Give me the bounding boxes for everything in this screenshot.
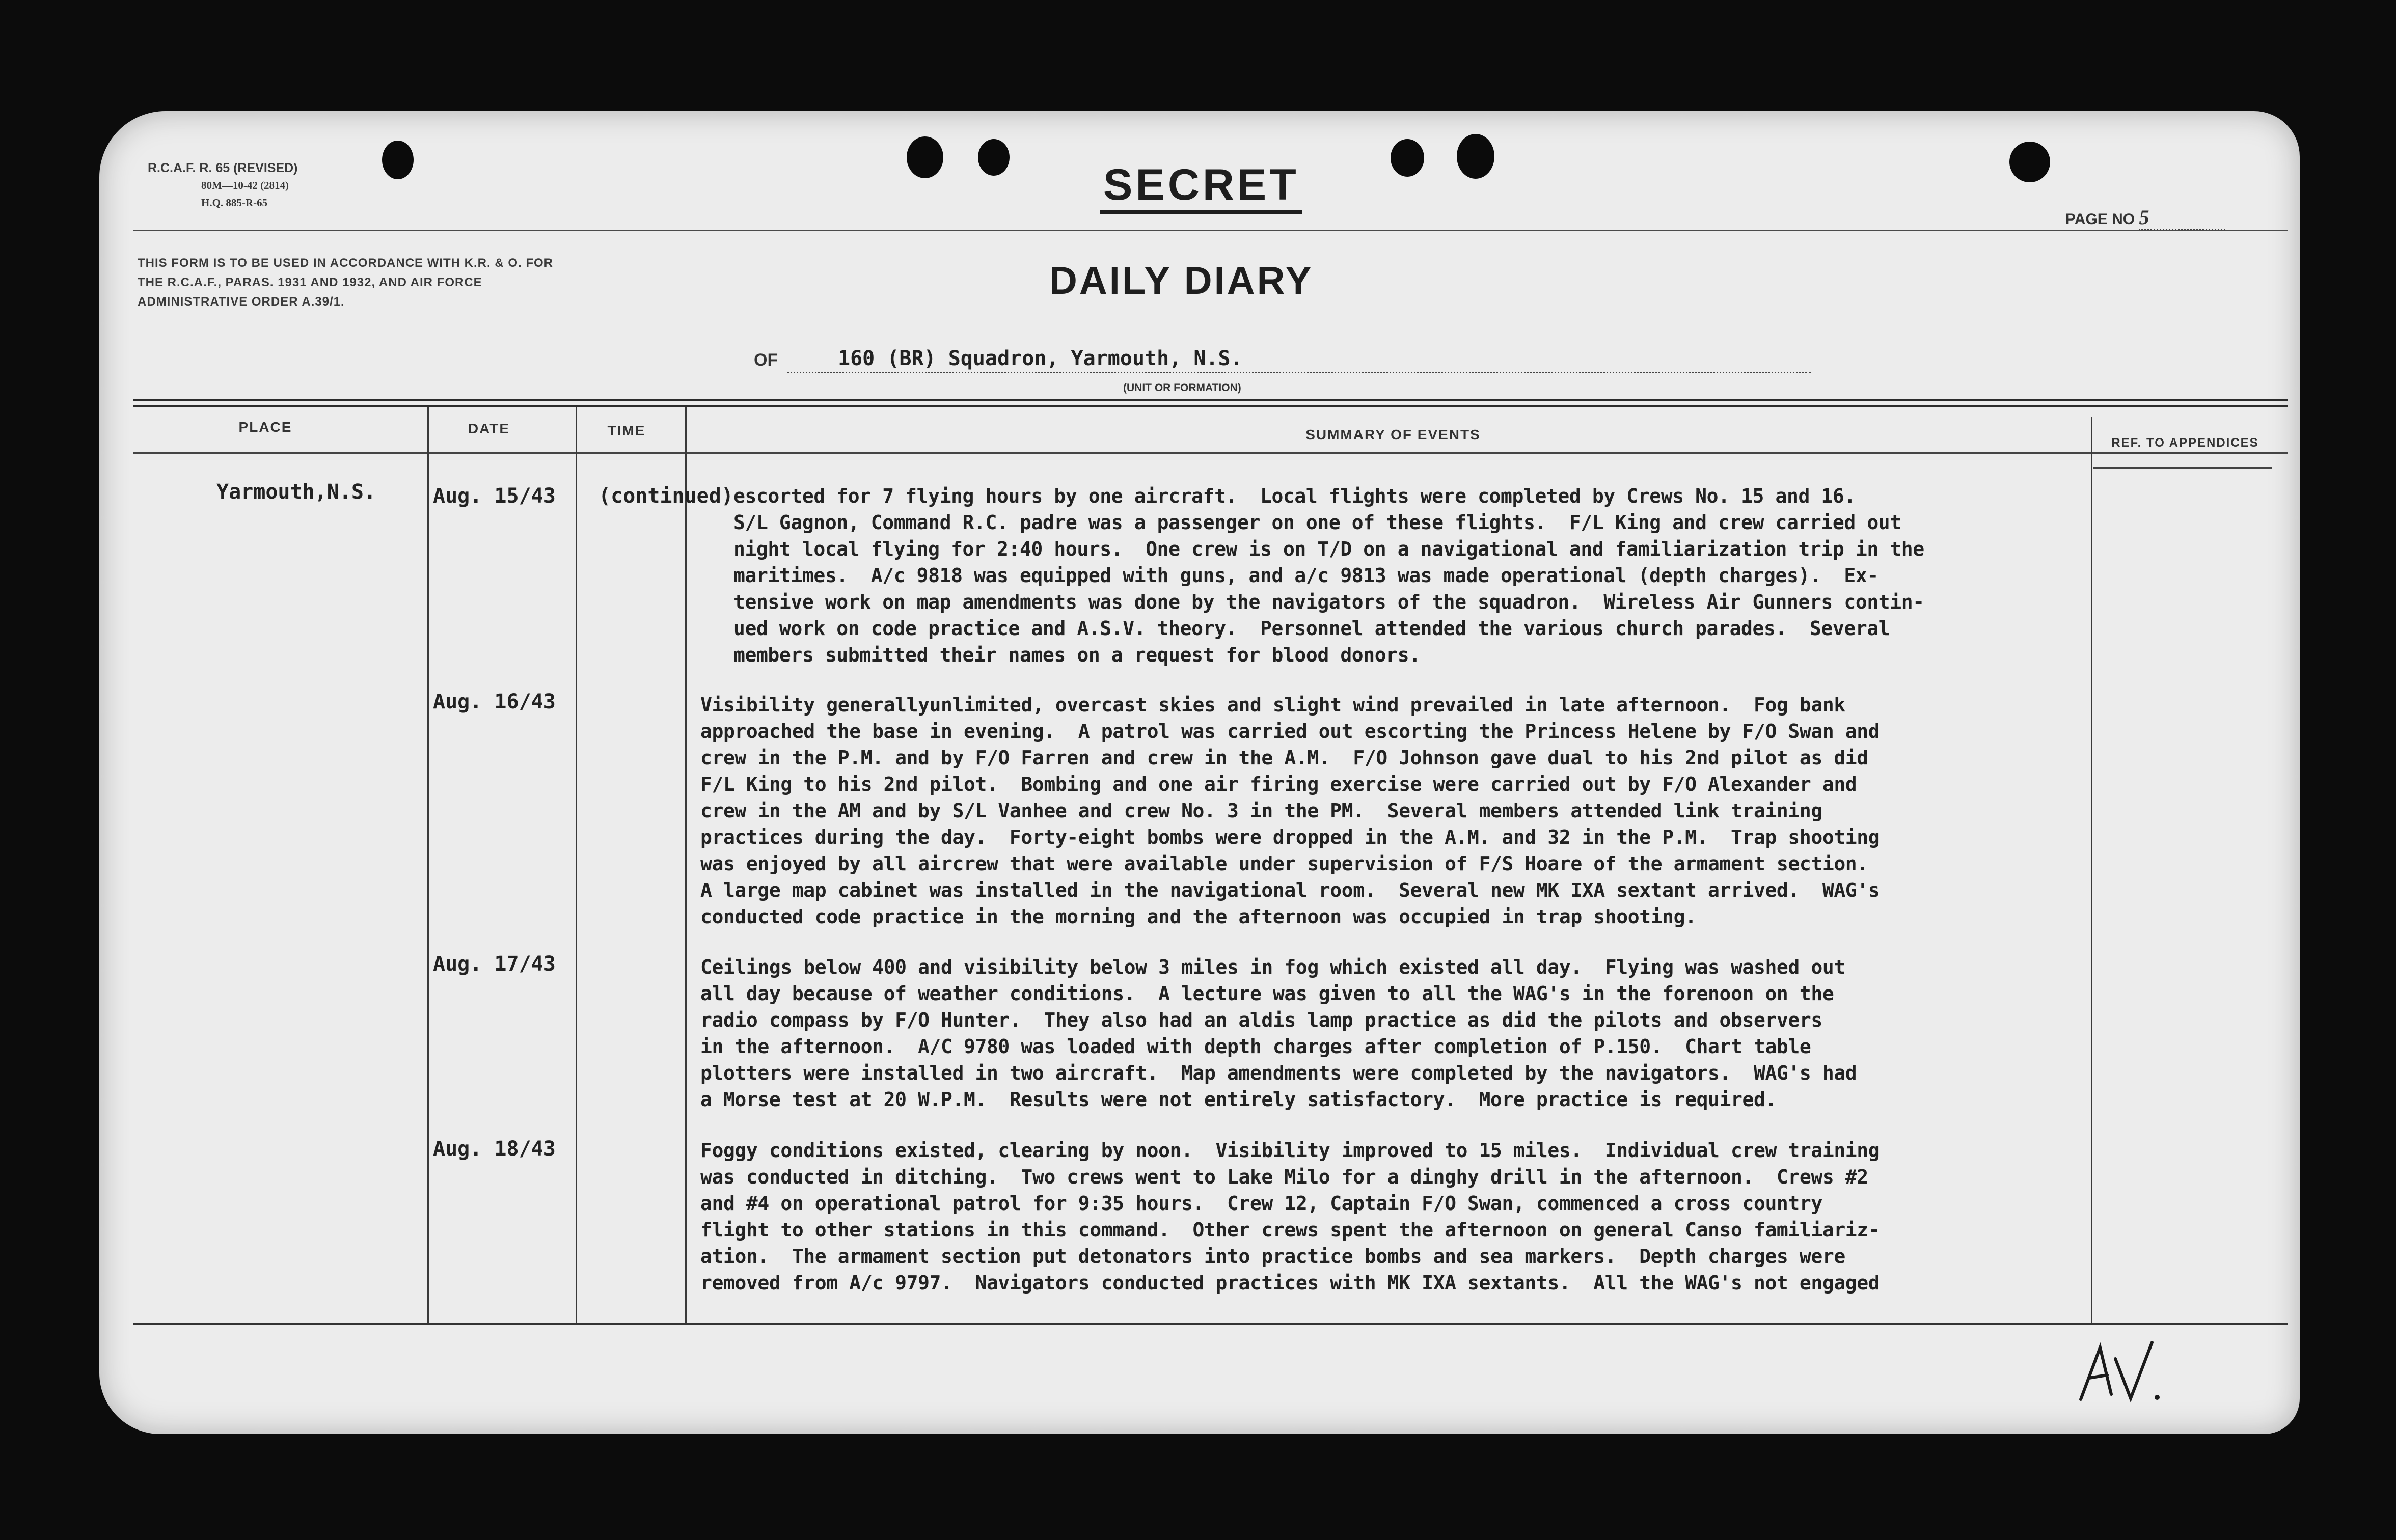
punch-hole <box>978 139 1010 176</box>
column-header-summary: SUMMARY OF EVENTS <box>1305 427 1481 443</box>
column-divider <box>685 407 687 1324</box>
punch-hole <box>1391 139 1424 177</box>
column-header-time: TIME <box>607 423 646 438</box>
diary-page <box>99 111 2300 1434</box>
form-identifier <box>148 159 298 211</box>
column-header-appendices: REF. TO APPENDICES <box>2111 436 2259 450</box>
entry-summary: escorted for 7 flying hours by one aircraft. Local flights were completed by Crews No. 15 and 16. S/L Gagnon, Command R.C. padre was a passenger on one of these flights. F/L King and crew carried out night local flying for 2:40 hours. One crew is on T/D on a navigational and familiarization trip in the maritimes. A/c 9818 was equipped with guns, and a/c 9813 was made operational (depth charges). Ex- tensive work on map amendments was done by the navigators of the squadron. Wireless Air Gunners contin- ued work on code practice and A.S.V. theory. Personnel attended the various church parades. Several members submitted their names on a request for blood donors. <box>733 485 1924 666</box>
divider <box>133 399 2288 401</box>
unit-label: OF <box>754 350 778 370</box>
divider <box>133 405 2288 407</box>
column-header-date: DATE <box>468 421 510 436</box>
form-hq-code: H.Q. 885-R-65 <box>201 197 268 209</box>
entry-place: Yarmouth,N.S. <box>216 480 376 504</box>
column-divider <box>427 407 429 1324</box>
entry-summary: Visibility generallyunlimited, overcast skies and slight wind prevailed in late afternoon. Fog bank approached the base in evening. A patrol was carried out escorting the Princess Helene by F/O Swan and crew in the P.M. and by F/O Farren and crew in the A.M. F/O Johnson gave dual to his 2nd pilot as did F/L King to his 2nd pilot. Bombing and one air firing exercise were carried out by F/O Alexander and crew in the AM and by S/L Vanhee and crew No. 3 in the PM. Several members attended link training practices during the day. Forty-eight bombs were dropped in the A.M. and 32 in the P.M. Trap shooting was enjoyed by all aircrew that were available under supervision of F/S Hoare of the armament section. A large map cabinet was installed in the navigational room. Several new MK IXA sextant arrived. WAG's conducted code practice in the morning and the afternoon was occupied in trap shooting. <box>700 694 1880 928</box>
form-number: R.C.A.F. R. 65 (REVISED) <box>148 161 298 175</box>
form-usage-note: THIS FORM IS TO BE USED IN ACCORDANCE WITH K.R. & O. FOR THE R.C.A.F., PARAS. 1931 AND 1932, AND AIR FORCE ADMINISTRATIVE ORDER A.39/1. <box>138 256 554 309</box>
unit-value: 160 (BR) Squadron, Yarmouth, N.S. <box>787 345 1811 373</box>
divider <box>133 230 2288 231</box>
header-divider <box>133 452 2288 454</box>
entry-date: Aug. 18/43 <box>433 1137 556 1161</box>
entry-time: (continued) <box>598 484 733 508</box>
entry-date: Aug. 15/43 <box>433 484 556 508</box>
punch-hole <box>907 136 943 178</box>
page-number-label: PAGE NO <box>2065 211 2135 228</box>
header-divider <box>2093 468 2272 469</box>
entry-summary: Foggy conditions existed, clearing by noon. Visibility improved to 15 miles. Individual crew training was conducted in ditching. Two crews went to Lake Milo for a dinghy drill in the afternoon. Crews #2 and #4 on operational patrol for 9:35 hours. Crew 12, Captain F/O Swan, commenced a cross country flight to other stations in this command. Other crews spent the afternoon on general Canso familiariz- ation. The armament section put detonators into practice bombs and sea markers. Depth charges were removed from A/c 9797. Navigators conducted practices with MK IXA sextants. All the WAG's not engaged <box>700 1139 1880 1294</box>
punch-hole <box>1457 134 1494 179</box>
entry-date: Aug. 16/43 <box>433 690 556 713</box>
column-header-place: PLACE <box>238 419 292 435</box>
punch-hole <box>2009 142 2050 182</box>
page-number-value: 5 <box>2139 205 2225 231</box>
entry-date: Aug. 17/43 <box>433 952 556 976</box>
form-print-code: 80M—10-42 (2814) <box>201 179 289 191</box>
page-title: DAILY DIARY <box>1049 259 1314 302</box>
unit-caption: (UNIT OR FORMATION) <box>1123 382 1241 394</box>
entry-summary: Ceilings below 400 and visibility below 3 miles in fog which existed all day. Flying was washed out all day because of weather conditions. A lecture was given to all the WAG's in the forenoon on the radio compass by F/O Hunter. They also had an aldis lamp practice as did the pilots and observers in the afternoon. A/C 9780 was loaded with depth charges after completion of P.150. Chart table plotters were installed in two aircraft. Map amendments were completed by the navigators. WAG's had a Morse test at 20 W.P.M. Results were not entirely satisfactory. More practice is required. <box>700 956 1857 1111</box>
classification-heading: SECRET <box>1100 159 1302 214</box>
initials-signature <box>2076 1338 2167 1415</box>
divider <box>133 1323 2288 1325</box>
punch-hole <box>382 141 414 179</box>
column-divider <box>576 407 577 1324</box>
page-number-field <box>2065 205 2225 231</box>
